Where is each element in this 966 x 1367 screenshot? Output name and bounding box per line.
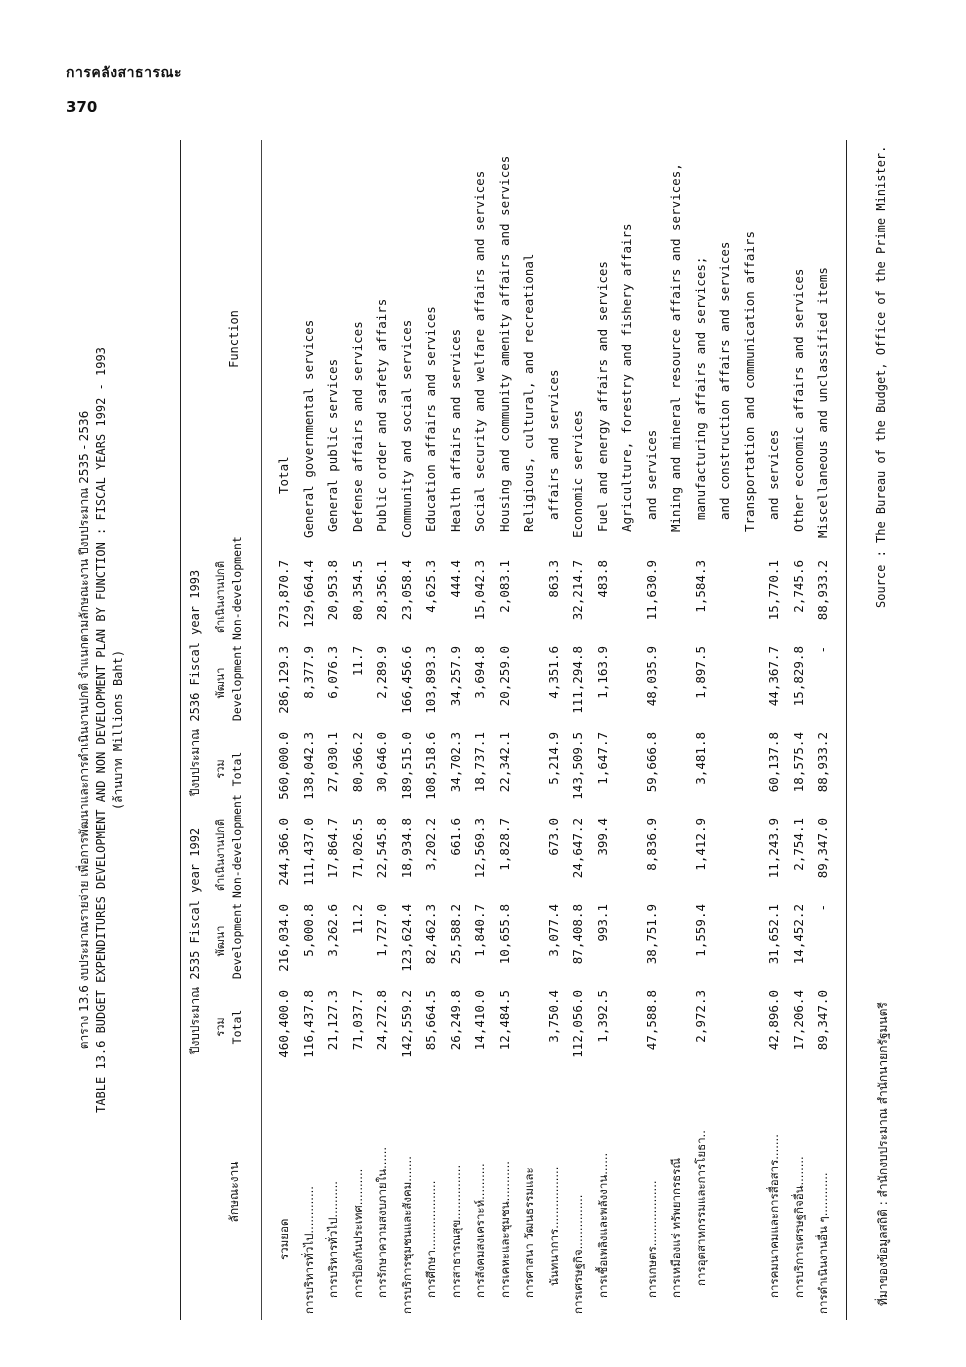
table-row: การเกษตร.................. 47,588.8 38,751.9 8,836.9 59,666.8 48,035.9 11,630.9 Agriculture, forestry and fishery affairs and services [619,223,659,1298]
table-row: การรักษาความสงบภายใน...... 24,272.8 1,727.0 22,545.8 30,646.0 2,289.9 28,356.1 Public order and safety affairs [374,298,389,1298]
section-title: การคลังสาธารณะ [66,65,182,81]
budget-table [180,140,847,1320]
source-thai: ที่มาของข้อมูลสถิติ : สำนักงบประมาณ สำนักนายกรัฐมนตรี [876,1002,890,1306]
table-row: การบริหารทั่วไป.......... 21,127.3 3,262.6 17,864.7 27,030.1 6,076.3 20,953.8 General public services [325,358,340,1298]
table-row: การศึกษา................... 85,664.5 82,462.3 3,202.2 108,518.6 103,893.3 4,625.3 Education affairs and services [423,306,438,1298]
table-row: การสาธารณสุข............... 26,249.8 25,588.2 661.6 34,702.3 34,257.9 444.4 Health affairs and services [447,328,463,1298]
year-1993-header: ปีงบประมาณ 2536 Fiscal year 1993 [187,569,202,797]
table-captions [76,140,127,1320]
year-1992-header: ปีงบประมาณ 2535 Fiscal year 1992 [187,827,202,1055]
function-column-header: Function [227,310,241,368]
table-row: การเศรษฐกิจ............... 112,056.0 87,408.8 24,647.2 143,509.5 111,294.8 32,214.7 Economic services [570,410,585,1314]
col-total-1993: รวม Total [214,751,244,787]
rotated-table-page [68,140,898,1320]
year-header-row [181,140,209,1320]
page-header [66,62,182,116]
col-non-development-1992: ดำเนินงานปกติ Non-development [214,794,244,898]
source-english: Source : The Bureau of the Budget, Office of the Prime Minister. [874,145,888,608]
page-number: 370 [66,98,98,116]
table-row: การเหมืองแร่ ทรัพยากรธรณี การอุตสาหกรรมและการโยธา.. 2,972.3 1,559.4 1,412.9 3,481.8 1,897.5 1,584.3 Mining and mineral resource affairs and services, manufacturing affairs and services; and construction affairs and services [668,163,732,1298]
table-row: รวมยอด 460,400.0 216,034.0 244,366.0 560,000.0 286,129.3 273,870.7 Total [276,456,291,1260]
col-non-development-1993: ดำเนินงานปกติ Non-development [214,536,244,640]
source-footer [874,140,894,1320]
table-row: การคมนาคมและการสื่อสาร....... 42,896.0 31,652.1 11,243.9 60,137.8 44,367.7 15,770.1 Transportation and communication affairs and services [741,230,781,1298]
table-row: การเคหะและชุมชน........... 12,484.5 10,655.8 1,828.7 22,342.1 20,259.0 2,083.1 Housing and community amenity affairs and services [496,155,512,1298]
table-row: การบริหารทั่วไป............. 116,437.8 5,000.8 111,437.0 138,042.3 8,377.9 129,664.4 General governmental services [300,319,316,1314]
caption-unit: (ล้านบาท Millions Baht) [111,649,125,811]
table-row: การศาสนา วัฒนธรรมและ นันทนาการ................. 3,750.4 3,077.4 673.0 5,214.9 4,351.6 863.3 Religious, cultural, and recreational affairs and services [521,253,561,1298]
table-row: การดำเนินงานอื่น ๆ............ 89,347.0 - 89,347.0 88,933.2 - 88,933.2 Miscellaneous and unclassified items [815,267,830,1314]
table-row: การป้องกันประเทศ.......... 71,037.7 11.2 71,026.5 80,366.2 11.7 80,354.5 Defense affairs and services [349,321,365,1298]
table-row: การบริการชุมชนและสังคม....... 142,559.2 123,624.4 18,934.8 189,515.0 166,456.6 23,058.4 Community and social services [398,319,414,1314]
label-column-header: ลักษณะงาน [227,1161,241,1223]
column-header-row [209,140,261,1320]
col-total-1992: รวม Total [214,1009,244,1045]
col-development-1992: พัฒนา Development [214,902,244,980]
table-bottom-rule [846,140,847,1320]
col-development-1993: พัฒนา Development [214,644,244,722]
caption-thai: ตาราง 13.6 งบประมาณรายจ่าย เพื่อการพัฒนาและการดำเนินงานปกติ จำแนกตามลักษณะงาน ปีงบประมาณ 2535 - 2536 [77,410,91,1050]
table-row: การสังคมสงเคราะห์.......... 14,410.0 1,840.7 12,569.3 18,737.1 3,694.8 15,042.3 Social security and welfare affairs and services [472,170,487,1298]
table-row: การเชื้อเพลิงและพลังงาน...... 1,392.5 993.1 399.4 1,647.7 1,163.9 483.8 Fuel and energy affairs and services [594,261,610,1298]
table-row: การบริการเศรษฐกิจอื่น........ 17,206.4 14,452.2 2,754.1 18,575.4 15,829.8 2,745.6 Other economic affairs and services [790,268,806,1298]
caption-english: TABLE 13.6 BUDGET EXPENDITURES DEVELOPMENT AND NON DEVELOPMENT PLAN BY FUNCTION : FISCAL YEARS 1992 - 1993 [94,347,108,1113]
